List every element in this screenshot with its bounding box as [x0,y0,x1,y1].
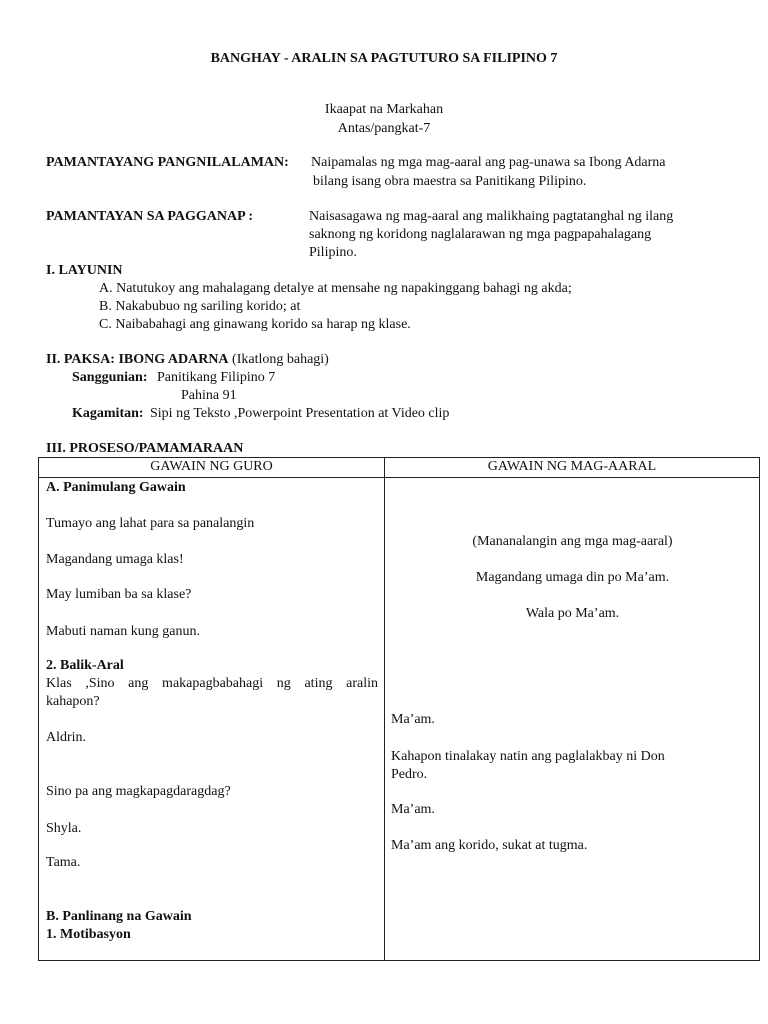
objectives-heading: I. LAYUNIN [46,263,123,278]
table-row [39,478,760,961]
section-heading: 2. Balik-Aral [46,658,124,673]
objective-item: B. Nakabubuo ng sariling korido; at [99,299,301,314]
document-title: BANGHAY - ARALIN SA PAGTUTURO SA FILIPINO 7 [210,51,558,66]
objective-item: A. Natutukoy ang mahalagang detalye at mensahe ng napakinggang bahagi ng akda; [99,281,572,296]
student-line: Ma’am. [391,802,435,817]
teacher-line: Magandang umaga klas! [46,552,184,567]
teacher-line: Sino pa ang magkapagdaragdag? [46,784,231,799]
table-header-row [39,458,760,478]
teacher-line: Shyla. [46,821,82,836]
teacher-cell [39,478,385,961]
teacher-line: May lumiban ba sa klase? [46,587,192,602]
teacher-line: Tama. [46,855,81,870]
student-line: Wala po Ma’am. [525,606,620,621]
student-line: Kahapon tinalakay natin ang paglalakbay ni Don [391,749,665,764]
source-value: Panitikang Filipino 7 [157,370,276,385]
teacher-line: Aldrin. [46,730,87,745]
teacher-line: Tumayo ang lahat para sa panalangin [46,516,255,531]
subject-heading [46,351,329,369]
teacher-line: Mabuti naman kung ganun. [46,624,200,639]
section-heading: 1. Motibasyon [46,927,131,942]
content-standard-line: bilang isang obra maestra sa Panitikang Pilipino. [313,174,587,189]
student-line: Ma’am ang korido, sukat at tugma. [391,838,588,853]
performance-standard-line: Pilipino. [309,245,357,260]
performance-standard-line: Naisasagawa ng mag-aaral ang malikhaing pagtatanghal ng ilang [309,209,674,224]
subject-heading-suffix: (Ikatlong bahagi) [228,352,329,367]
performance-standard-line: saknong ng koridong naglalarawan ng mga pagpapahalagang [309,227,652,242]
student-line: Magandang umaga din po Ma’am. [475,570,670,585]
student-line: Ma’am. [391,712,435,727]
procedure-heading: III. PROSESO/PAMAMARAAN [46,441,244,456]
teacher-column-header: GAWAIN NG GURO [39,458,385,478]
student-line: (Mananalangin ang mga mag-aaral) [472,534,673,549]
quarter-label: Ikaapat na Markahan [324,102,444,117]
content-standard-line: Naipamalas ng mga mag-aaral ang pag-unawa sa Ibong Adarna [311,155,666,170]
source-page: Pahina 91 [181,388,237,403]
materials-value: Sipi ng Teksto ,Powerpoint Presentation at Video clip [150,406,450,421]
teacher-line: Klas ,Sino ang makapagbabahagi ng ating aralin [46,676,378,691]
student-line: Pedro. [391,767,428,782]
materials-label: Kagamitan: [72,406,144,421]
grade-label: Antas/pangkat-7 [337,121,431,136]
objective-item: C. Naibabahagi ang ginawang korido sa harap ng klase. [99,317,411,332]
source-label: Sanggunian: [72,370,148,385]
content-standard-label: PAMANTAYANG PANGNILALAMAN: [46,155,289,170]
section-heading: B. Panlinang na Gawain [46,909,192,924]
performance-standard-label: PAMANTAYAN SA PAGGANAP : [46,209,254,224]
student-cell [385,478,760,961]
section-heading: A. Panimulang Gawain [46,480,186,495]
student-column-header: GAWAIN NG MAG-AARAL [385,458,760,478]
teacher-line: kahapon? [46,694,100,709]
procedure-table [38,457,760,961]
subject-heading-title: II. PAKSA: IBONG ADARNA [46,352,229,367]
